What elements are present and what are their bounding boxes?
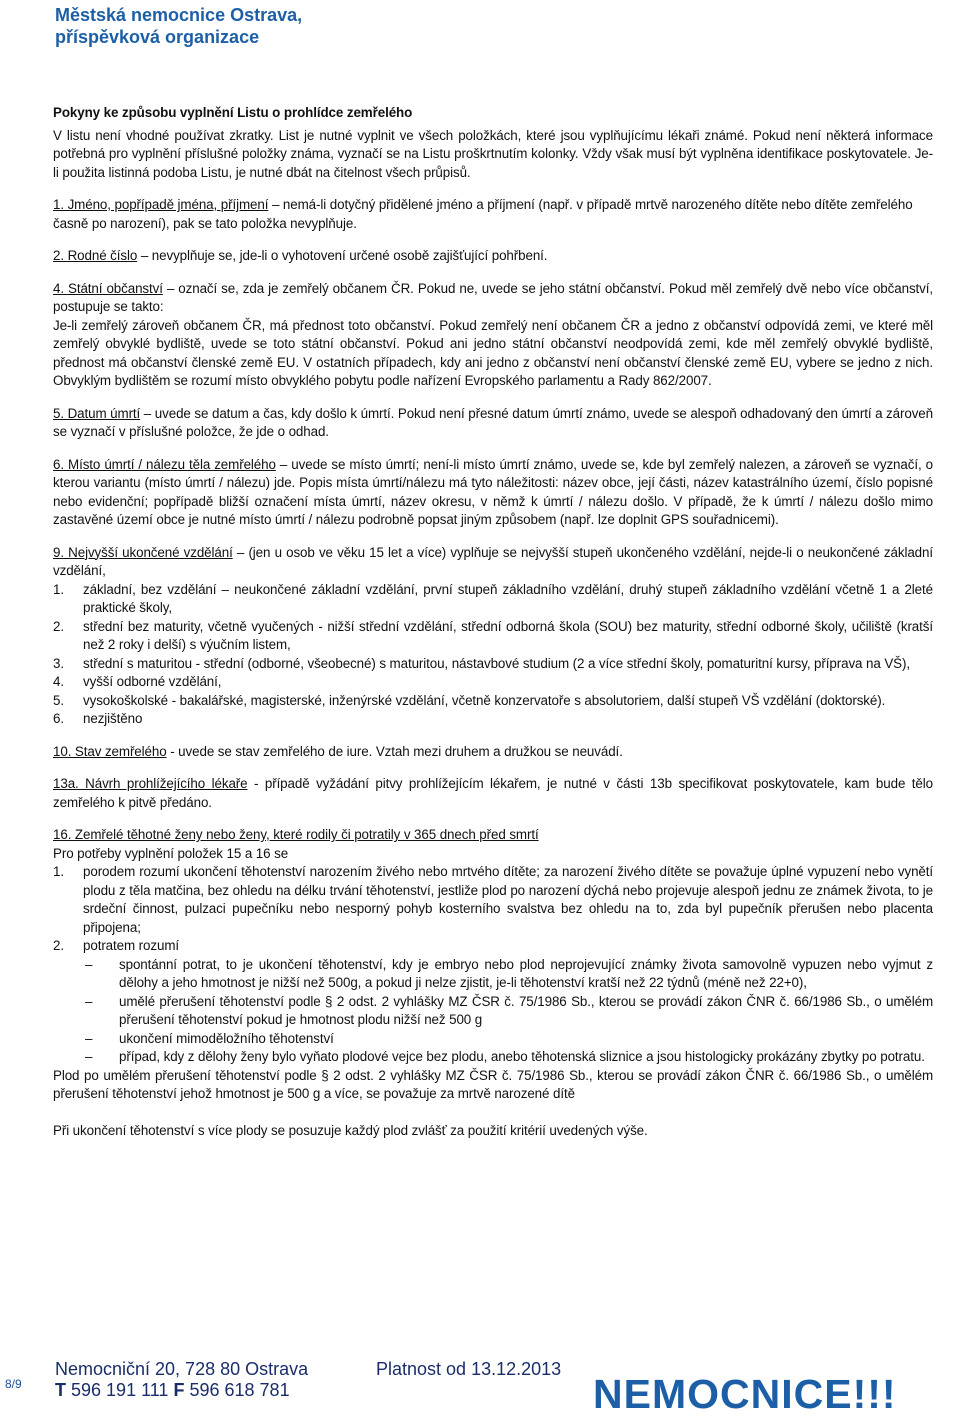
list-item: 6. nezjištěno [53,711,143,726]
section-6-heading: 6. Místo úmrtí / nálezu těla zemřelého [53,456,276,472]
list-item: – ukončení mimoděložního těhotenství [85,1030,334,1046]
section-6-text: – uvede se místo úmrtí; není-li místo úmrtí známo, uvede se, kde byl zemřelý nalezen, a zároveň se vyznačí, o kterou variantu (místo úmrtí / nálezu) jde. Popis místa úmrtí/nálezu má tyto náležitosti: název obce, její části, název katastrálního území, číslo popisné nebo evidenční; popřípadě bližší označení místa úmrtí, název okresu, v němž k úmrtí / nálezu došlo. V případě, že k úmrtí / nálezu došlo mimo zastavěné území obce je nutné místo úmrtí / nálezu podrobně popsat jiným způsobem (např. lze doplnit GPS souřadnicemi). [53,456,933,527]
instructions-document [53,104,933,1140]
document-title: Pokyny ke způsobu vyplnění Listu o prohlídce zemřelého [53,105,413,120]
list-item: – spontánní potrat, to je ukončení těhotenství, kdy je embryo nebo plod neprojevující známky života samovolně vypuzen nebo vyjmut z dělohy a jeho hmotnost je nižší než 500g, a pokud ji nelze zjistit, je-li těhotenství kratší než 22 týdnů (méně než 22+0), [85,956,933,990]
list-item: 1. porodem rozumí ukončení těhotenství narozením živého nebo mrtvého dítěte; za narození živého dítěte se považuje úplné vypuzení nebo vynětí plodu z těla matčina, bez ohledu na délku trvání těhotenství, jestliže plod po narození dýchá nebo projevuje alespoň jednu ze známek života, to je srdeční činnost, pulzaci pupečníku nebo nesporný pohyb kosterního svalstva bez ohledu na to, zda byl pupečník přerušen nebo placenta připojena; [53,864,933,935]
list-item: 4. vyšší odborné vzdělání, [53,674,222,689]
hospital-header [55,4,302,48]
section-4 [53,280,933,317]
hospital-name: Městská nemocnice Ostrava, [55,5,303,25]
section-4-heading: 4. Státní občanství [53,280,163,296]
education-list [53,581,933,729]
section-16-heading: 16. Zemřelé těhotné ženy nebo ženy, které rodily či potratily v 365 dnech před smrtí [53,827,539,842]
list-item: 3. střední s maturitou - střední (odborné, všeobecné) s maturitou, nástavbové studium (2 a více střední školy, pomaturitní kursy, příprava na VŠ), [53,655,910,671]
section-13a-text: - případě vyžádání pitvy prohlížejícím lékařem, je nutné v části 13b specifikovat poskytovatele, kam bude tělo zemřelého k pitvě předáno. [53,776,933,810]
section-9-text: – (jen u osob ve věku 15 let a více) vyplňuje se nejvyšší stupeň ukončeného vzdělání, nejde-li o neukončené základní vzdělání, [53,544,933,578]
section-5-text: – uvede se datum a čas, kdy došlo k úmrtí. Pokud není přesné datum úmrtí známo, uvede se alespoň odhadovaný den úmrtí a zároveň se vyznačí v příslušné položce, že jde o odhad. [53,405,933,439]
section-1-text: – nemá-li dotyčný přidělené jméno a příjmení (např. v případě mrtvě narozeného dítěte nebo dítěte zemřelého časně po narození), pak se tato položka nevyplňuje. [53,197,913,231]
page-number: 8/9 [5,1377,22,1391]
intro-paragraph: V listu není vhodné používat zkratky. List je nutné vyplnit ve všech položkách, které jsou vyplňujícímu lékaři známé. Pokud není některá informace potřebná pro vyplnění příslušné položky známa, vyznačí se na Listu proškrtnutím kolonky. Vždy však musí být vyplněna identifikace poskytovatele. Je-li použita listinná podoba Listu, je nutné dbát na čitelnost všech průpisů. [53,127,933,180]
section-1-heading: 1. Jméno, popřípadě jména, příjmení [53,197,269,212]
section-9 [53,544,933,581]
section-6 [53,456,933,530]
footer-address: Nemocniční 20, 728 80 Ostrava [55,1359,309,1379]
nemocnice-logo: NEMOCNICE!!! [593,1371,897,1417]
footer-phones: T 596 191 111 F 596 618 781 [55,1380,290,1400]
section-2-heading: 2. Rodné číslo [53,248,138,263]
list-item: 2. střední bez maturity, včetně vyučených - nižší střední vzdělání, střední odborná škola (SOU) bez maturity, střední odborné školy, učiliště (kratší než 2 roky i delší) s výučním listem, [53,618,933,652]
footer-address-block [55,1359,308,1401]
section-16-subtitle: Pro potřeby vyplnění položek 15 a 16 se [53,845,289,861]
miscarriage-types-list [53,956,933,1067]
section-16-after: Plod po umělém přerušení těhotenství podle § 2 odst. 2 vyhlášky MZ ČSR č. 75/1986 Sb., kterou se provádí zákon ČNR č. 66/1986 Sb., o umělém přerušení těhotenství jehož hmotnost je 500 g a více, se považuje za mrtvě narozené dítě [53,1067,933,1101]
list-item: 2. potratem rozumí [53,938,179,953]
section-5 [53,405,933,442]
section-13a [53,775,933,812]
list-item: 5. vysokoškolské - bakalářské, magisterské, inženýrské vzdělání, včetně konzervatoře s absolutoriem, další stupeň VŠ vzdělání (doktorské). [53,692,886,708]
list-item: 1. základní, bez vzdělání – neukončené základní vzdělání, první stupeň základního vzdělání, druhý stupeň základního vzdělání včetně 1 a 2leté praktické školy, [53,581,933,615]
section-10 [53,743,933,762]
section-13a-heading: 13a. Návrh prohlížejícího lékaře [53,776,248,791]
section-1 [53,196,933,233]
section-16 [53,826,933,845]
list-item: – umělé přerušení těhotenství podle § 2 odst. 2 vyhlášky MZ ČSR č. 75/1986 Sb., kterou se provádí zákon ČNR č. 66/1986 Sb., o umělém přerušení těhotenství pokud je hmotnost plodu nižší než 500 g [85,993,933,1027]
section-4-detail: Je-li zemřelý zároveň občanem ČR, má přednost toto občanství. Pokud zemřelý není občanem ČR a jedno z občanství odpovídá zemi, ve které měl zemřelý obvyklé bydliště, uvede se toto státní občanství. Pokud ani jedno státní občanství neodpovídá zemi, kde měl zemřelý obvyklé bydliště, přednost má občanství členské země EU. V ostatních případech, kdy ani jedno z občanství není občanství členské země EU, vybere se jedno z nich. Obvyklým bydlištěm se rozumí místo obvyklého pobytu podle nařízení Evropského parlamentu a Rady 862/2007. [53,317,933,388]
list-item: – případ, kdy z dělohy ženy bylo vyňato plodové vejce bez plodu, anebo těhotenská sliznice a jsou histologicky prokázány zbytky po potratu. [85,1049,925,1064]
section-5-heading: 5. Datum úmrtí [53,405,141,421]
section-4-text: – označí se, zda je zemřelý občanem ČR. Pokud ne, uvede se jeho státní občanství. Pokud měl zemřelý dvě nebo více občanství, postupuje se takto: [53,280,933,314]
validity-date: Platnost od 13.12.2013 [376,1359,562,1379]
section-10-heading: 10. Stav zemřelého [53,743,167,759]
section-2 [53,247,933,266]
hospital-org-type: příspěvková organizace [55,27,260,47]
final-note: Při ukončení těhotenství s více plody se posuzuje každý plod zvlášť za použití kritérií uvedených výše. [53,1122,648,1138]
section-9-heading: 9. Nejvyšší ukončené vzdělání [53,544,233,560]
definitions-list [53,863,933,956]
section-10-text: - uvede se stav zemřelého de iure. Vztah mezi druhem a družkou se neuvádí. [166,743,623,759]
section-2-text: – nevyplňuje se, jde-li o vyhotovení určené osobě zajišťující pohřbení. [137,248,548,263]
